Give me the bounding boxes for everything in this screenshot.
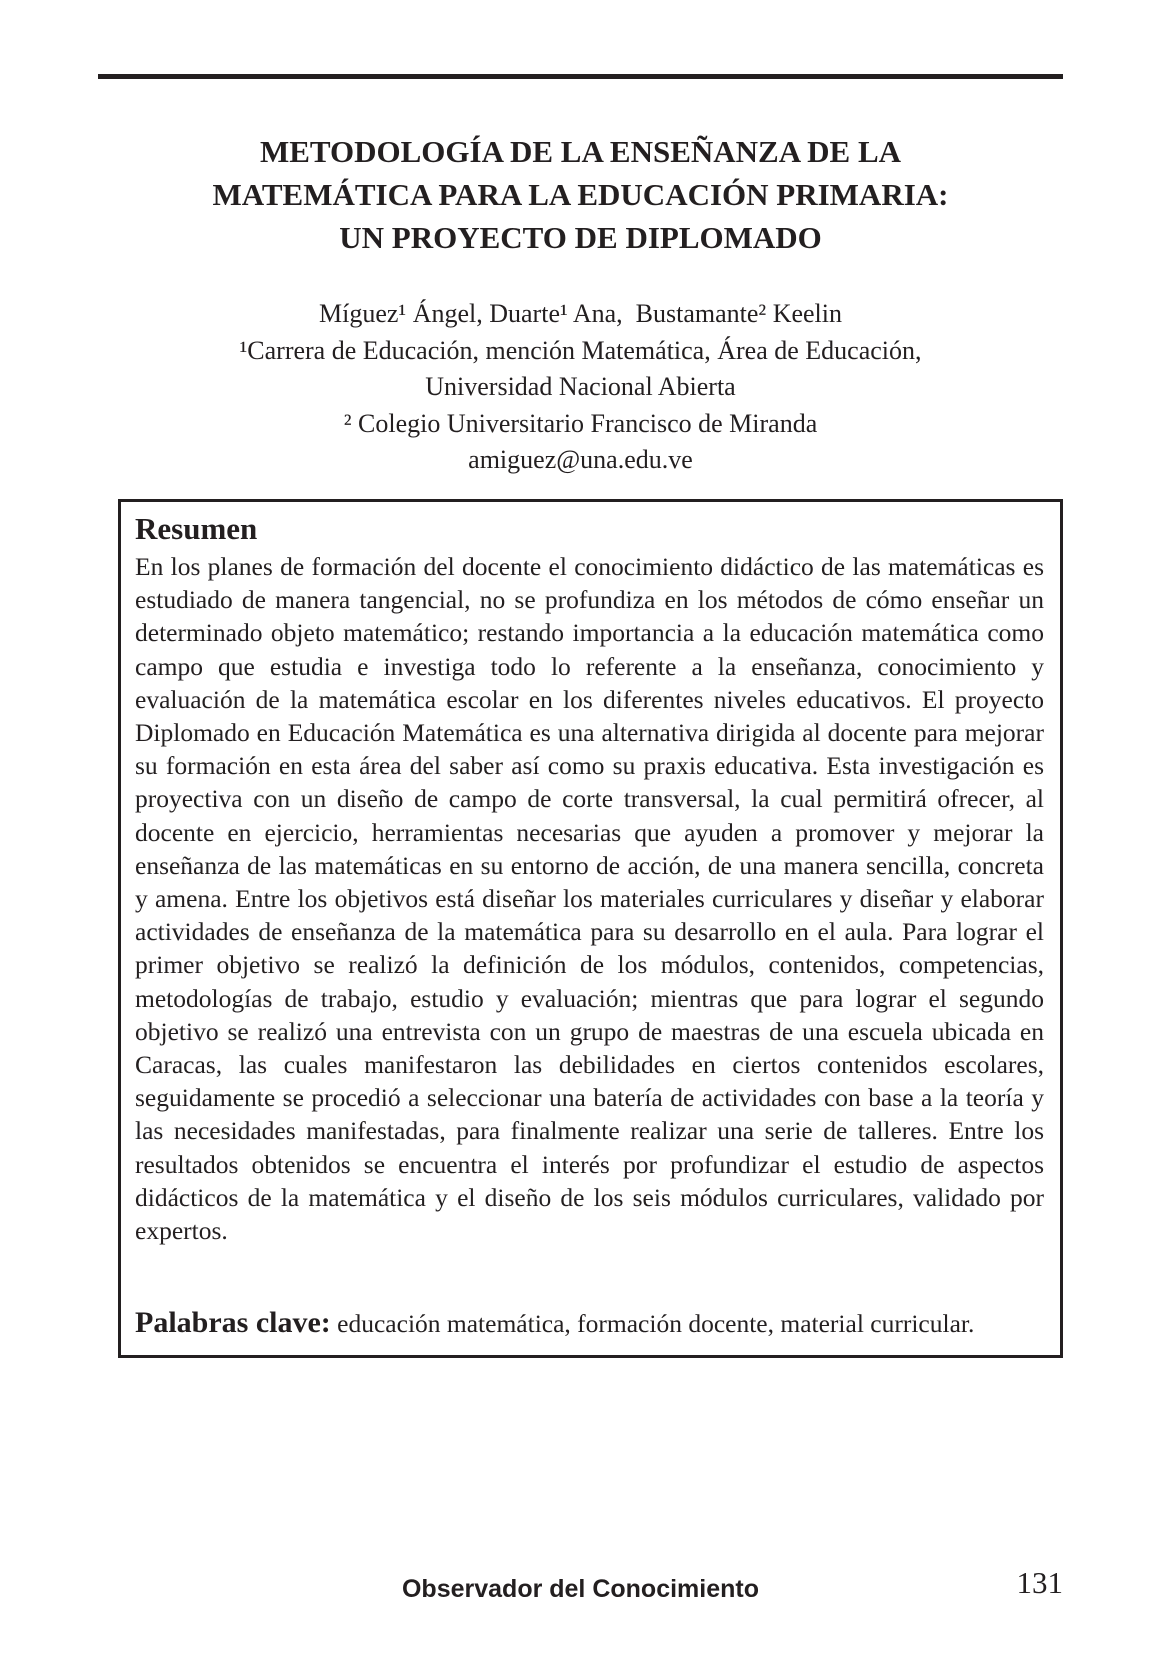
article-title-line-1: METODOLOGÍA DE LA ENSEÑANZA DE LA — [259, 134, 902, 169]
authors-line: Míguez¹ Ángel, Duarte¹ Ana, Bustamante² Keelin — [318, 299, 843, 328]
abstract-box — [118, 499, 1063, 1358]
byline — [98, 296, 1063, 479]
journal-name: Observador del Conocimiento — [401, 1575, 759, 1603]
article-title-line-3: UN PROYECTO DE DIPLOMADO — [339, 220, 822, 255]
header-rule — [98, 74, 1063, 79]
author-email: amiguez@una.edu.ve — [468, 445, 693, 474]
page-number: 131 — [1016, 1565, 1063, 1600]
article-title-line-2: MATEMÁTICA PARA LA EDUCACIÓN PRIMARIA: — [212, 177, 949, 212]
abstract-body: En los planes de formación del docente el conocimiento didáctico de las matemáticas es estudiado de manera tangencial, no se profundiza en los métodos de cómo enseñar un determinado objeto matemático; restando importancia a la educación matemática como campo que estudia e investiga todo lo referente a la enseñanza, conocimiento y evaluación de la matemática escolar en los diferentes niveles educativos. El proyecto Diplomado en Educación Matemática es una alternativa dirigida al docente para mejorar su formación en esta área del saber así como su praxis educativa. Esta investigación es proyectiva con un diseño de campo de corte transversal, la cual permitirá ofrecer, al docente en ejercicio, herramientas necesarias que ayuden a promover y mejorar la enseñanza de las matemáticas en su entorno de acción, de una manera sencilla, concreta y amena. Entre los objetivos está diseñar los materiales curriculares y diseñar y elaborar actividades de enseñanza de la matemática para su desarrollo en el aula. Para lograr el primer objetivo se realizó la definición de los módulos, contenidos, competencias, metodologías de trabajo, estudio y evaluación; mientras que para lograr el segundo objetivo se realizó una entrevista con un grupo de maestras de una escuela ubicada en Caracas, las cuales manifestaron las debilidades en ciertos contenidos escolares, seguidamente se procedió a seleccionar una batería de actividades con base a la teoría y las necesidades manifestadas, para finalmente realizar una serie de talleres. Entre los resultados obtenidos se encuentra el interés por profundizar el estudio de aspectos didácticos de la matemática y el diseño de los seis módulos curriculares, validado por expertos. — [135, 552, 1044, 1246]
affiliation-line-2: Universidad Nacional Abierta — [425, 372, 736, 401]
keywords-text: educación matemática, formación docente, material curricular. — [330, 1309, 975, 1338]
affiliation-line-1: ¹Carrera de Educación, mención Matemática, Área de Educación, — [239, 335, 922, 365]
abstract-heading: Resumen — [135, 511, 258, 546]
keywords-label: Palabras clave: — [135, 1306, 331, 1339]
page-footer — [98, 1565, 1063, 1604]
article-title — [98, 130, 1063, 259]
affiliation-line-3: ² Colegio Universitario Francisco de Miranda — [343, 408, 818, 438]
keywords-line — [135, 1306, 1044, 1341]
